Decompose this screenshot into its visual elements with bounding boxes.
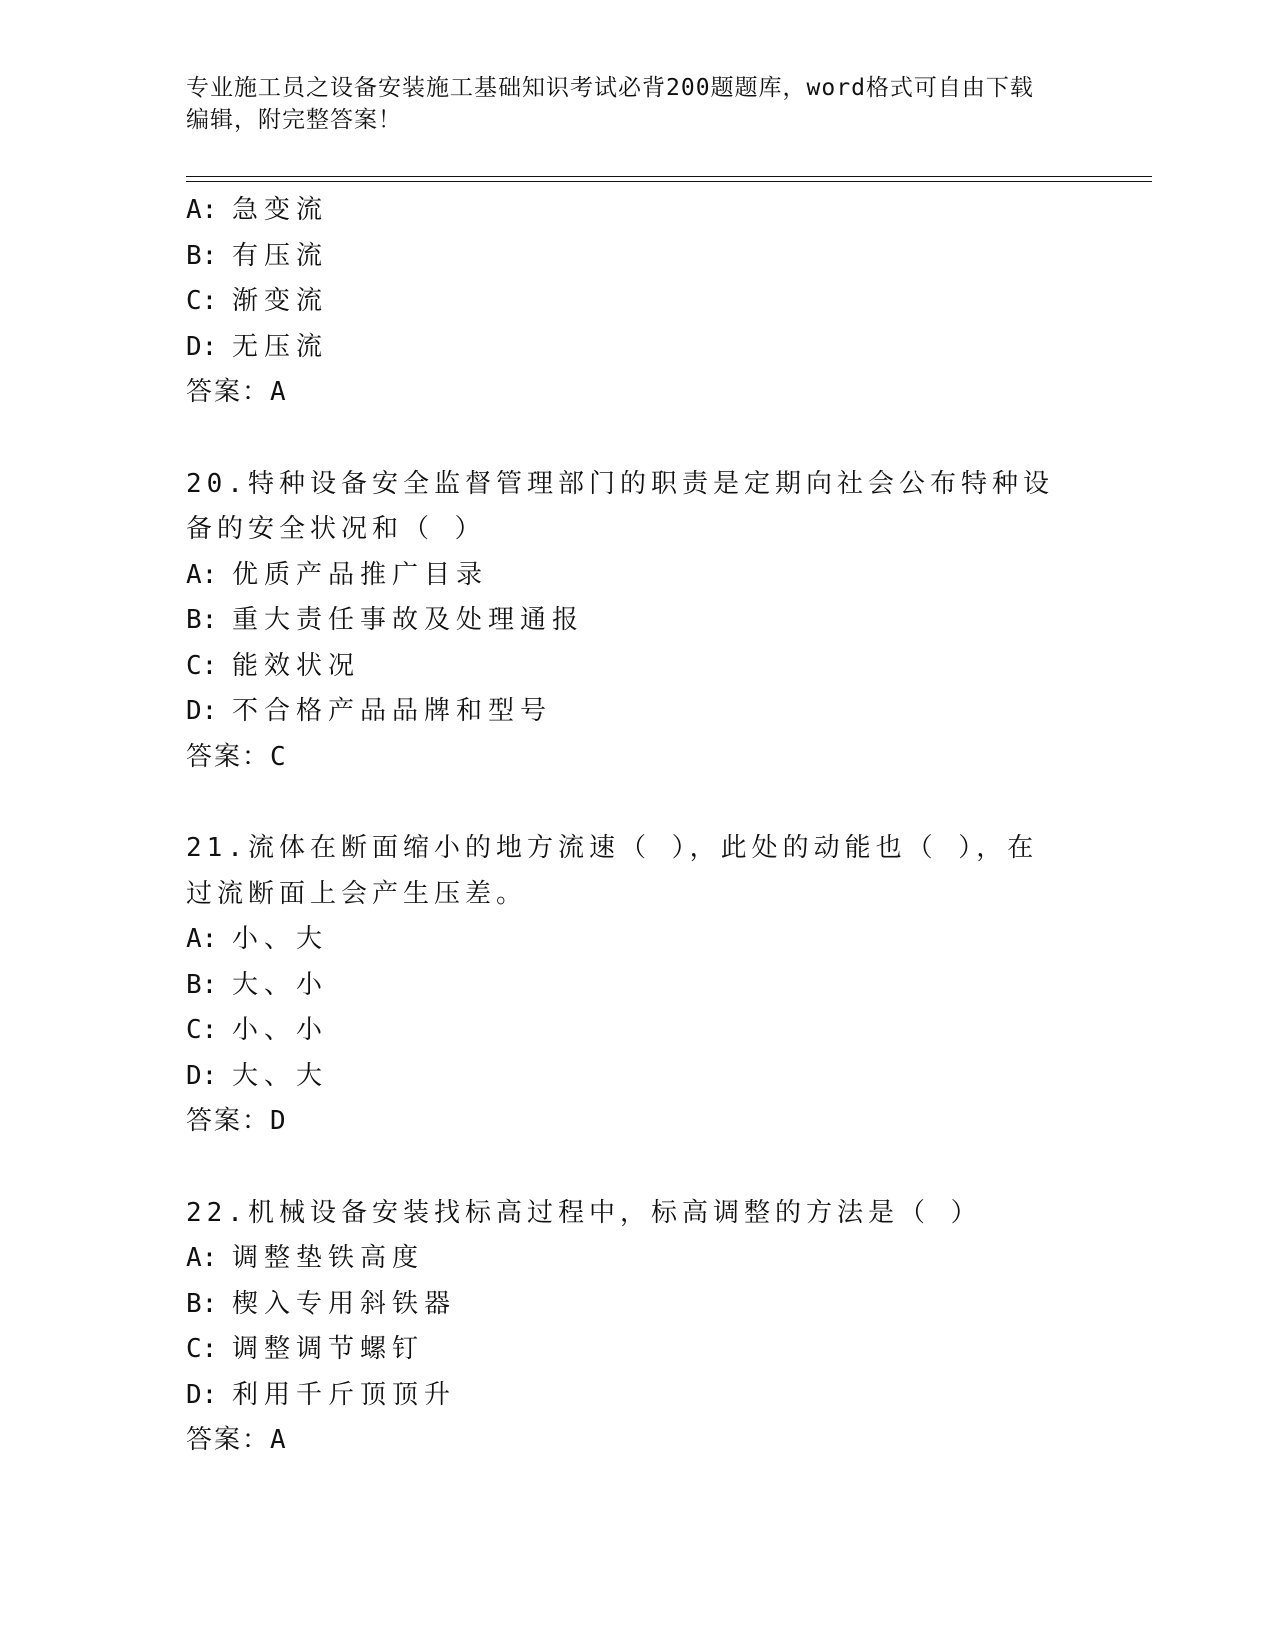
- answer-line: 答案：C: [186, 741, 288, 772]
- option-a: A: 小、大: [186, 924, 329, 954]
- option-d: D: 无压流: [186, 331, 329, 362]
- header-line-1: 专业施工员之设备安装施工基础知识考试必背200题题库，word格式可自由下载: [186, 75, 1034, 101]
- question-21: [186, 826, 1086, 1145]
- document-page: [186, 0, 1156, 1650]
- question-text: 20.特种设备安全监督管理部门的职责是定期向社会公布特种设备的安全状况和（ ）: [186, 468, 1054, 544]
- question-text: 22.机械设备安装找标高过程中，标高调整的方法是（ ）: [186, 1197, 982, 1228]
- option-c: C: 渐变流: [186, 286, 329, 316]
- question-22: [186, 1191, 1086, 1464]
- option-d: D: 不合格产品品牌和型号: [186, 696, 553, 726]
- option-c: C: 小、小: [186, 1015, 329, 1045]
- answer-line: 答案：A: [186, 377, 288, 407]
- option-d: D: 大、大: [186, 1060, 329, 1091]
- option-b: B: 重大责任事故及处理通报: [186, 605, 585, 635]
- option-b: B: 大、小: [186, 969, 329, 1000]
- answer-line: 答案：D: [186, 1106, 288, 1136]
- option-d: D: 利用千斤顶顶升: [186, 1379, 457, 1410]
- option-c: C: 调整调节螺钉: [186, 1334, 425, 1364]
- header-divider: [186, 176, 1152, 182]
- option-b: B: 楔入专用斜铁器: [186, 1288, 457, 1319]
- option-a: A: 调整垫铁高度: [186, 1243, 425, 1273]
- question-list: [186, 188, 1086, 1510]
- question-text: 21.流体在断面缩小的地方流速（ ），此处的动能也（ ），在过流断面上会产生压差。: [186, 833, 1039, 909]
- option-a: A: 急变流: [186, 195, 329, 225]
- document-header: [186, 72, 1086, 136]
- question-20: [186, 462, 1086, 781]
- answer-line: 答案：A: [186, 1425, 288, 1455]
- option-b: B: 有压流: [186, 240, 329, 271]
- option-a: A: 优质产品推广目录: [186, 559, 489, 590]
- option-c: C: 能效状况: [186, 650, 361, 681]
- question-partial: [186, 188, 1086, 416]
- header-line-2: 编辑，附完整答案！: [186, 107, 402, 133]
